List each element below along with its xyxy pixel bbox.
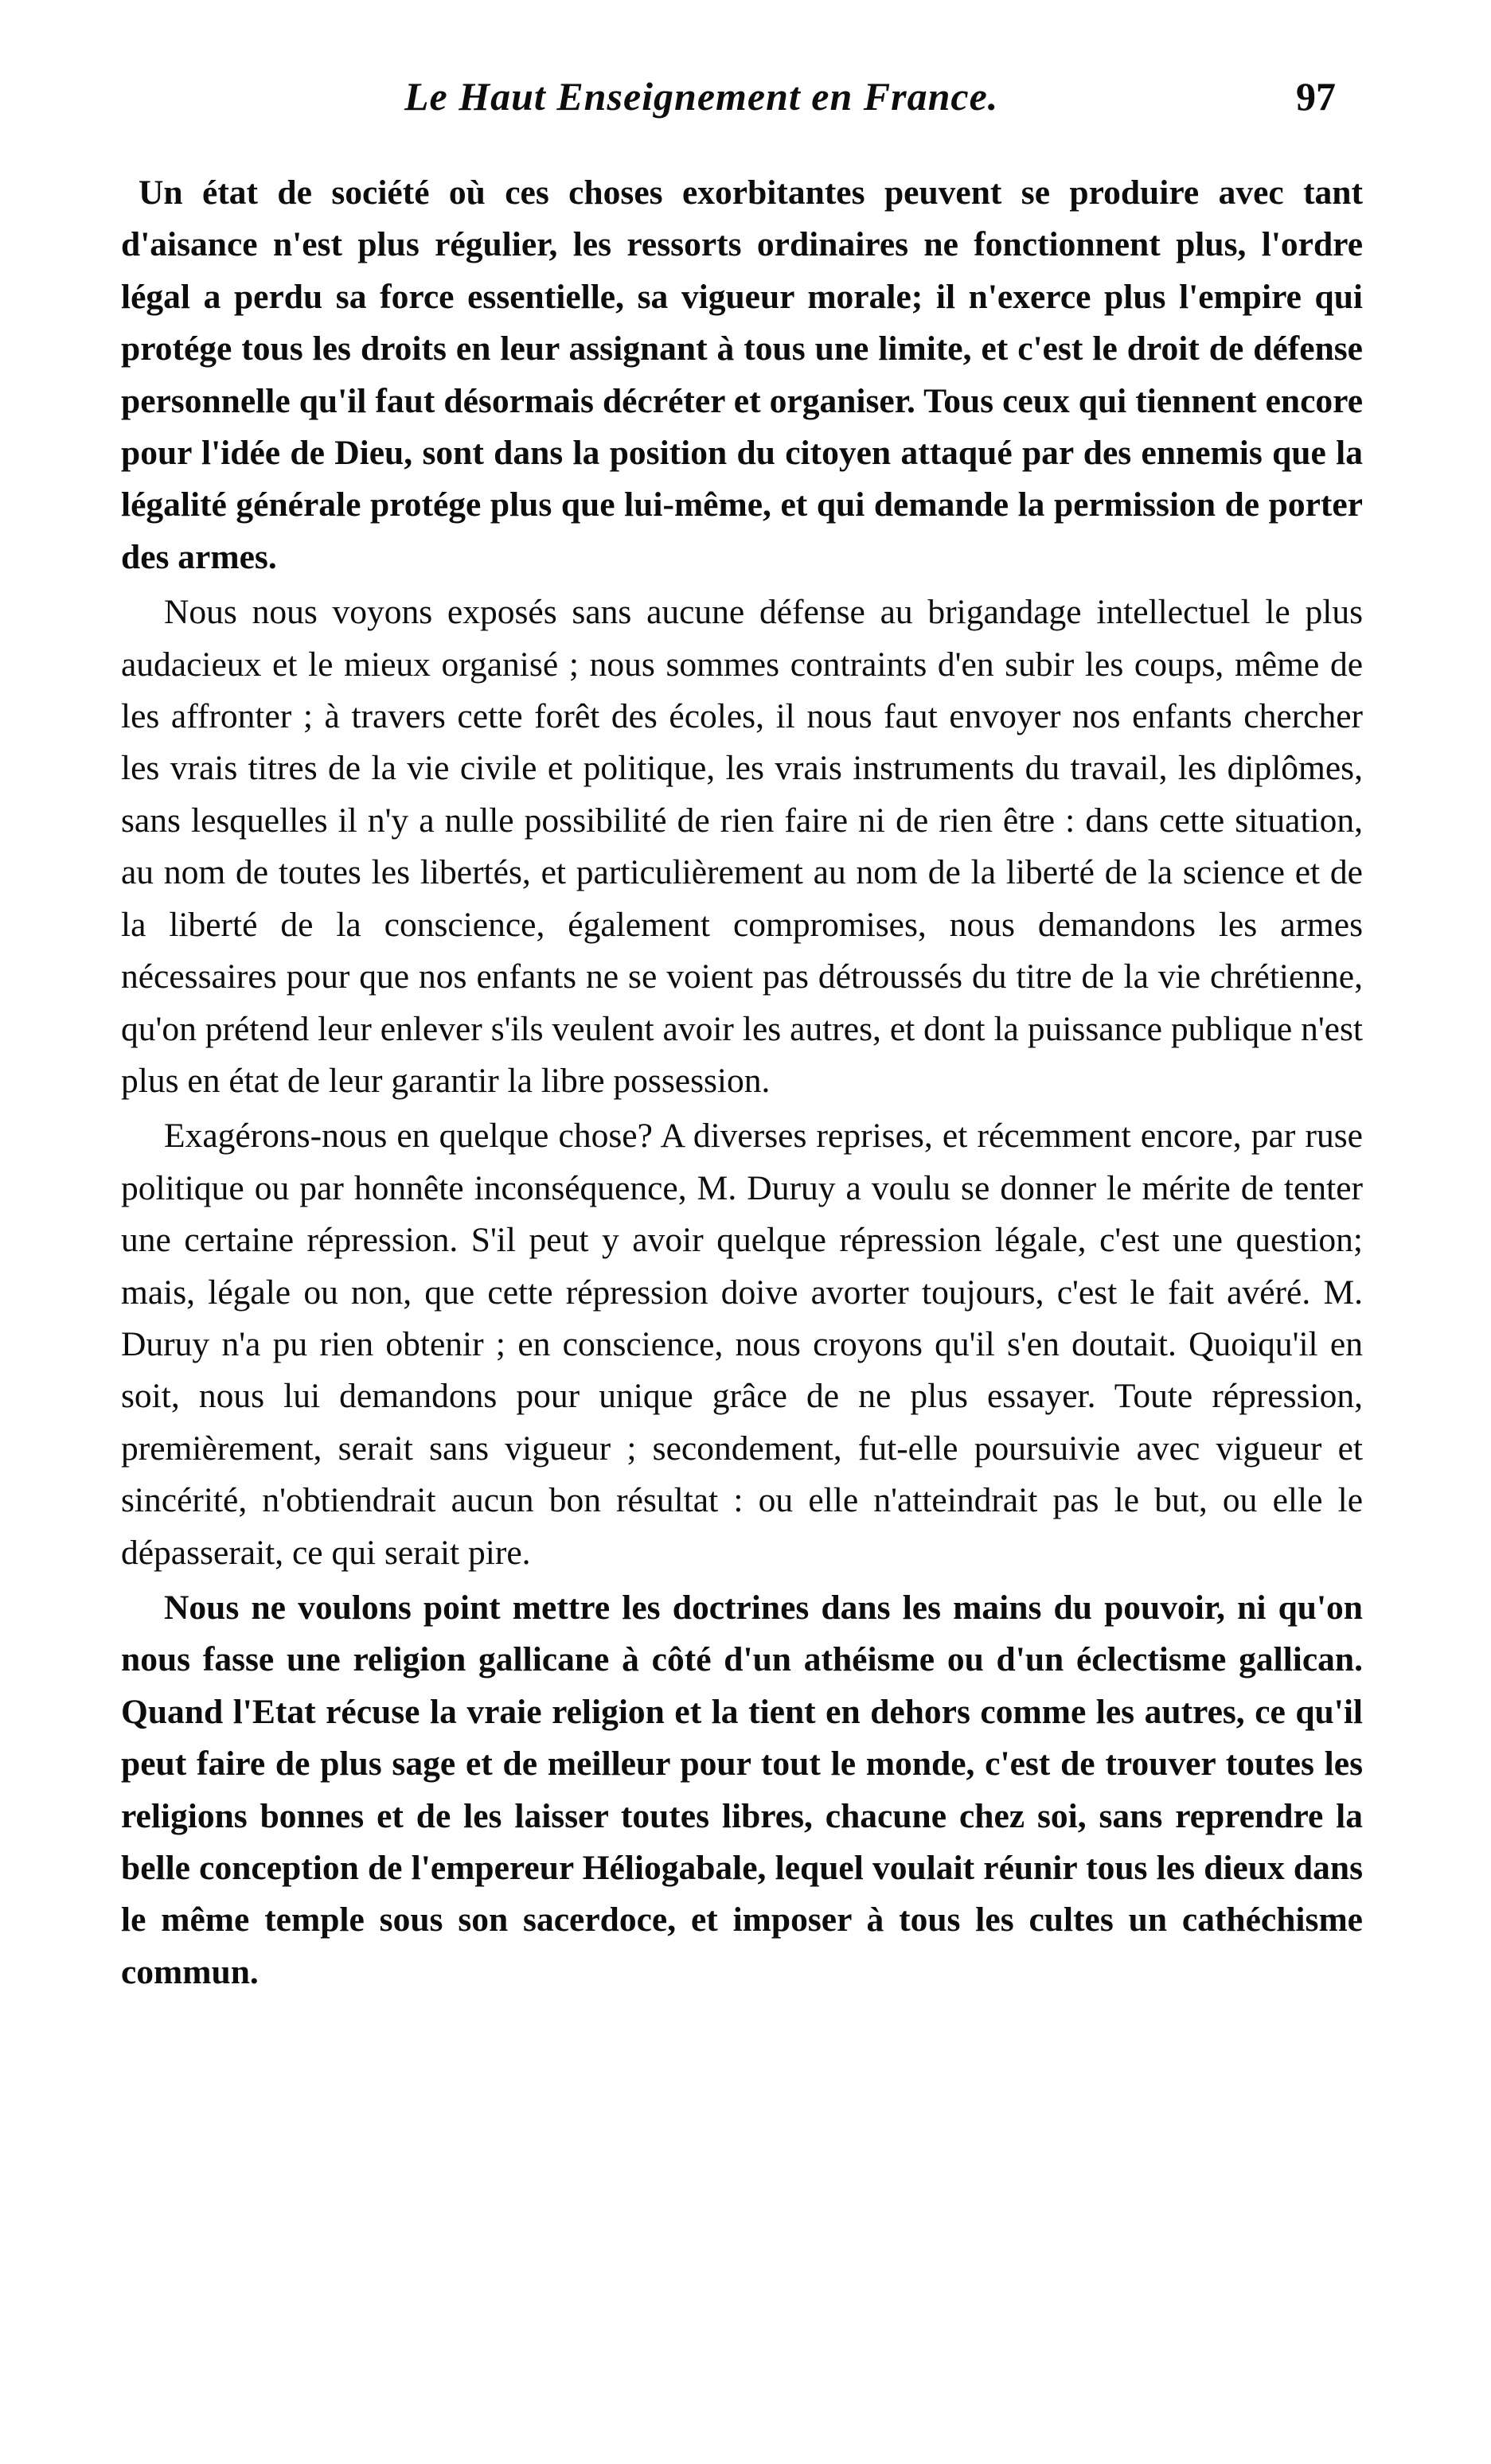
paragraph-1: Un état de société où ces choses exorbitantes peuvent se produire avec tant d'aisance n'est plus régulier, les ressorts ordinaires ne fonctionnent plus, l'ordre légal a perdu sa force essentielle, sa vigueur morale; il n'exerce plus l'empire qui protége tous les droits en leur assignant à tous une limite, et c'est le droit de défense personnelle qu'il faut désormais décréter et organiser. Tous ceux qui tiennent encore pour l'idée de Dieu, sont dans la position du citoyen attaqué par des ennemis que la légalité générale protége plus que lui-même, et qui demande la permission de porter des armes. [121, 173, 1363, 576]
running-header [127, 73, 1369, 137]
page-number: 97 [1296, 74, 1336, 119]
paragraph-3: Exagérons-nous en quelque chose? A diverses reprises, et récemment encore, par ruse politique ou par honnête inconséquence, M. Duruy a voulu se donner le mérite de tenter une certaine répression. S'il peut y avoir quelque répression légale, c'est une question; mais, légale ou non, que cette répression doive avorter toujours, c'est le fait avéré. M. Duruy n'a pu rien obtenir ; en conscience, nous croyons qu'il s'en doutait. Quoiqu'il en soit, nous lui demandons pour unique grâce de ne plus essayer. Toute répression, premièrement, serait sans vigueur ; secondement, fut-elle poursuivie avec vigueur et sincérité, n'obtiendrait aucun bon résultat : ou elle n'atteindrait pas le but, ou elle le dépasserait, ce qui serait pire. [121, 1117, 1363, 1572]
running-title: Le Haut Enseignement en France. [404, 74, 999, 119]
paragraph-2: Nous nous voyons exposés sans aucune défense au brigandage intellectuel le plus audacieux et le mieux organisé ; nous sommes contraints d'en subir les coups, même de les affronter ; à travers cette forêt des écoles, il nous faut envoyer nos enfants chercher les vrais titres de la vie civile et politique, les vrais instruments du travail, les diplômes, sans lesquelles il n'y a nulle possibilité de rien faire ni de rien être : dans cette situation, au nom de toutes les libertés, et particulièrement au nom de la liberté de la science et de la liberté de la conscience, également compromises, nous demandons les armes nécessaires pour que nos enfants ne se voient pas détroussés du titre de la vie chrétienne, qu'on prétend leur enlever s'ils veulent avoir les autres, et dont la puissance publique n'est plus en état de leur garantir la libre possession. [121, 593, 1363, 1100]
paragraph-4: Nous ne voulons point mettre les doctrines dans les mains du pouvoir, ni qu'on nous fasse une religion gallicane à côté d'un athéisme ou d'un éclectisme gallican. Quand l'Etat récuse la vraie religion et la tient en dehors comme les autres, ce qu'il peut faire de plus sage et de meilleur pour tout le monde, c'est de trouver toutes les religions bonnes et de les laisser toutes libres, chacune chez soi, sans reprendre la belle conception de l'empereur Héliogabale, lequel voulait réunir tous les dieux dans le même temple sous son sacerdoce, et imposer à tous les cultes un cathéchisme commun. [121, 1588, 1363, 1991]
body-text [121, 167, 1363, 1998]
